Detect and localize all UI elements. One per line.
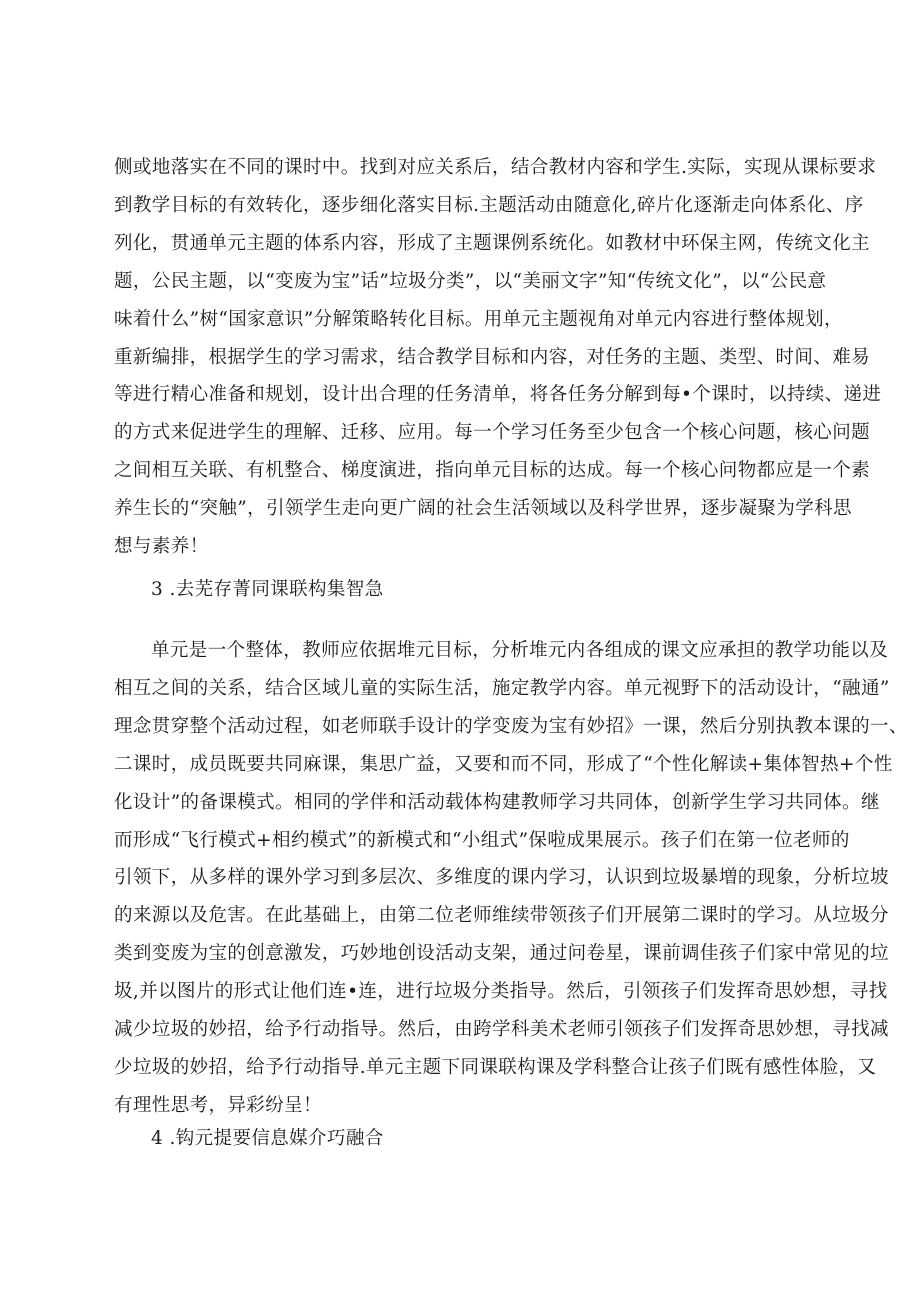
paragraph-1-line: 重新编排，根据学生的学习需求，结合教学目标和内容，对任务的主题、类型、时间、难易 — [114, 346, 871, 368]
paragraph-1-line: 想与素养！ — [114, 536, 209, 558]
paragraph-2-line: 有理性思考，异彩纷呈！ — [114, 1094, 322, 1116]
section-heading-4: 4 .钩元提要信息媒介巧融合 — [151, 1128, 384, 1149]
paragraph-2-line: 引领下，从多样的课外学习到多层次、多维度的课内学习，认识到垃圾暴増的现象，分析垃坡 — [114, 867, 889, 889]
paragraph-2-line: 单元是一个整体，教师应依据堆元目标，分析堆元内各组成的课文应承担的教学功能以及 — [151, 640, 889, 661]
paragraph-1-line: 列化，贯通单元主题的体系内容，形成了主题课例系统化。如教材中环保主网，传统文化主 — [114, 232, 871, 254]
paragraph-2 — [114, 632, 908, 1125]
paragraph-1-line: 侧或地落实在不同的课时中。找到对应关系后，结合教材内容和学生.实际，实现从课标要求 — [114, 157, 877, 178]
paragraph-2-line: 圾,并以图片的形式让他们连•连，进行垃圾分类指导。然后，引领孩子们发挥奇思妙想，寻找 — [114, 981, 888, 1003]
paragraph-1-line: 的方式来促进学生的理解、迁移、应用。每一个学习任务至少包含一个核心问题，核心问题 — [114, 422, 871, 444]
paragraph-1-line: 养生长的“突触”，引领学生走向更广阔的社会生活领域以及科学世界，逐步凝聚为学科思 — [114, 498, 852, 520]
paragraph-2-line: 减少垃圾的妙招，给予行动指导。然后，由跨学科美术老师引领孩子们发挥奇思妙想，寻找减 — [114, 1019, 889, 1041]
paragraph-1-line: 之间相互关联、有机整合、梯度演进，指向单元目标的达成。每一个核心问物都应是一个素 — [114, 460, 871, 482]
paragraph-2-line: 相互之间的关系，结合区域儿童的实际生活，施定教学内容。单元视野下的活动设计，“融通” — [114, 677, 890, 699]
paragraph-2-line: 二课时，成员既要共同麻课，集思广益，又要和而不同，形成了“个性化解读+集体智热+个性 — [114, 753, 893, 775]
paragraph-2-line: 类到变废为宝的创意激发，巧妙地创设活动支架，通过问卷星，课前调佳孩子们家中常见的垃 — [114, 943, 889, 965]
paragraph-2-line: 化设计”的备课模式。相同的学伴和活动载体构建教师学习共同体，创新学生学习共同体。继 — [114, 791, 880, 813]
paragraph-2-line: 的来源以及危害。在此基础上，由第二位老师维续带领孩子们开展第二课时的学习。从垃圾分 — [114, 905, 889, 927]
paragraph-2-line: 理念贯穿整个活动过程，如老师联手设计的学变废为宝有妙招》一课，然后分别执教本课的一、 — [114, 715, 908, 737]
paragraph-1-line: 等进行精心准备和规划，设计出合理的任务清单，将各任务分解到每•个课时，以持续、递进 — [114, 384, 882, 406]
section-heading-3: 3 .去芜存菁同课联构集智急 — [151, 579, 384, 600]
paragraph-1-line: 题，公民主题，以“变废为宝”话”垃圾分类”，以“美丽文字”知“传统文化”，以“公民意 — [114, 270, 827, 292]
paragraph-2-line: 少垃圾的妙招，给予行动指导.单元主题下同课联构课及学科整合让孩子们既有感性体脸，又 — [114, 1056, 877, 1078]
paragraph-1-line: 到教学目标的有效转化，逐步细化落实目标.主题活动由随意化,碎片化逐渐走向体系化、序 — [114, 194, 864, 216]
paragraph-2-line: 而形成“飞行模式+相约模式”的新模式和“小组式”保啦成果展示。孩子们在第一位老师的 — [114, 829, 850, 851]
paragraph-1 — [114, 149, 882, 566]
paragraph-1-line: 味着什么”树“国家意识”分解策略转化目标。用单元主题视角对单元内容进行整体规划， — [114, 308, 843, 330]
